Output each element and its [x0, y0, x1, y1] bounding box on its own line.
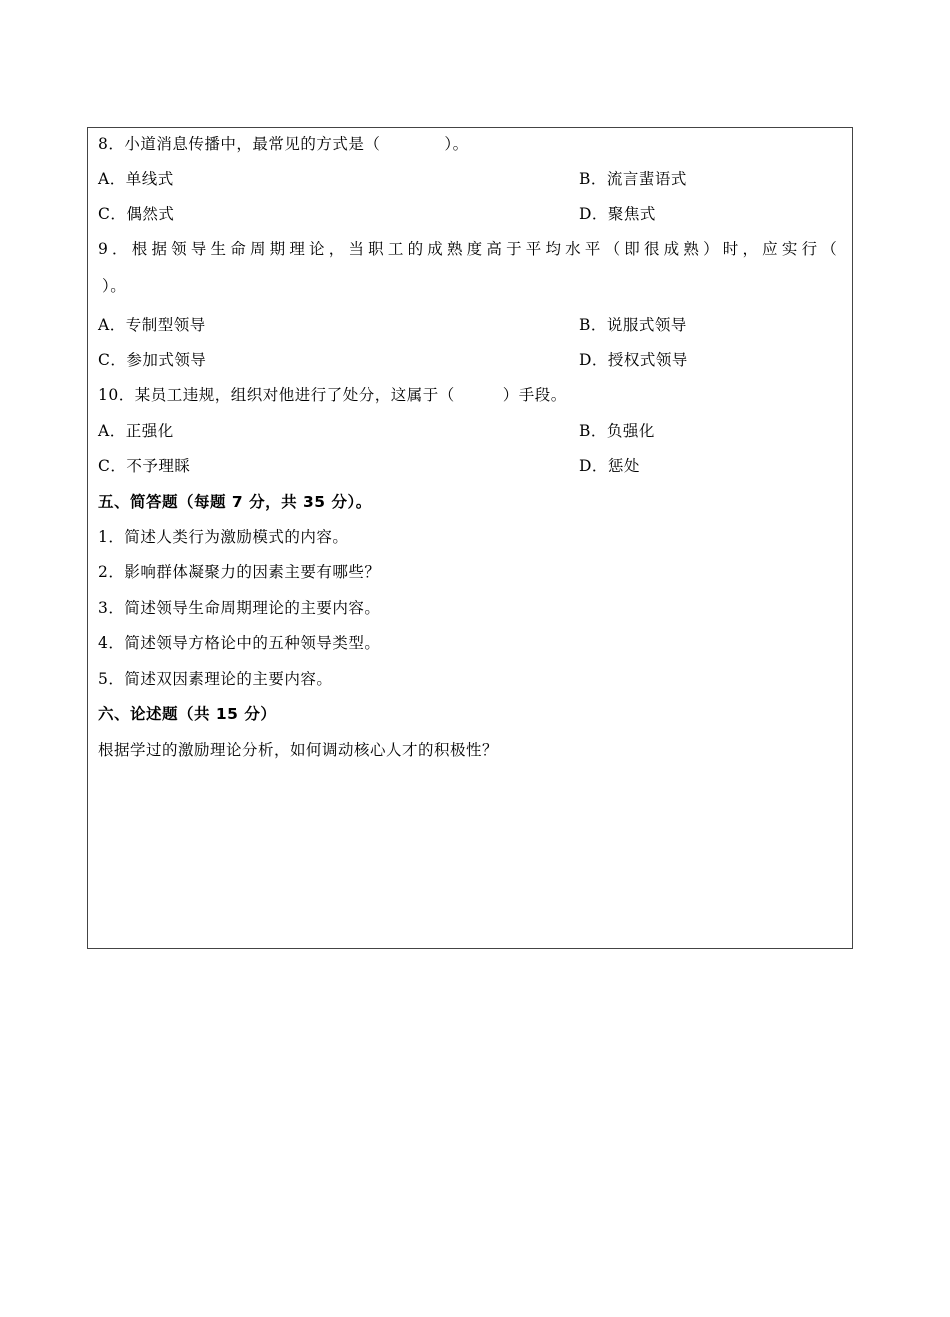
section-5-item-5: 5．简述双因素理论的主要内容。	[98, 670, 333, 688]
section-5-item-3: 3．简述领导生命周期理论的主要内容。	[98, 599, 381, 617]
question-8-option-a: A．单线式	[98, 170, 174, 188]
question-10-option-b: B．负强化	[579, 422, 655, 440]
section-5-item-1: 1．简述人类行为激励模式的内容。	[98, 528, 349, 546]
section-5-item-2: 2．影响群体凝聚力的因素主要有哪些？	[98, 563, 381, 581]
question-10-option-d: D．惩处	[579, 457, 640, 475]
question-9-option-a: A．专制型领导	[98, 316, 206, 334]
question-8-stem: 8．小道消息传播中，最常见的方式是（ ）。	[98, 135, 469, 153]
question-9-option-b: B．说服式领导	[579, 316, 687, 334]
question-9-stem-line1: 9．根据领导生命周期理论，当职工的成熟度高于平均水平（即很成熟）时，应实行（	[98, 240, 841, 258]
question-8-option-c: C．偶然式	[98, 205, 175, 223]
question-9-option-d: D．授权式领导	[579, 351, 688, 369]
section-5-title: 五、简答题（每题 7 分，共 35 分）。	[98, 493, 372, 511]
question-10-option-c: C．不予理睬	[98, 457, 191, 475]
question-8-option-d: D．聚焦式	[579, 205, 656, 223]
section-6-question: 根据学过的激励理论分析，如何调动核心人才的积极性？	[98, 741, 499, 759]
question-10-stem: 10．某员工违规，组织对他进行了处分，这属于（ ）手段。	[98, 386, 567, 404]
question-9-option-c: C．参加式领导	[98, 351, 207, 369]
exam-frame	[87, 127, 853, 949]
question-10-option-a: A．正强化	[98, 422, 174, 440]
question-8-option-b: B．流言蜚语式	[579, 170, 687, 188]
section-5-item-4: 4．简述领导方格论中的五种领导类型。	[98, 634, 381, 652]
section-6-title: 六、论述题（共 15 分）	[98, 705, 277, 723]
question-9-stem-line2: ）。	[102, 277, 127, 295]
